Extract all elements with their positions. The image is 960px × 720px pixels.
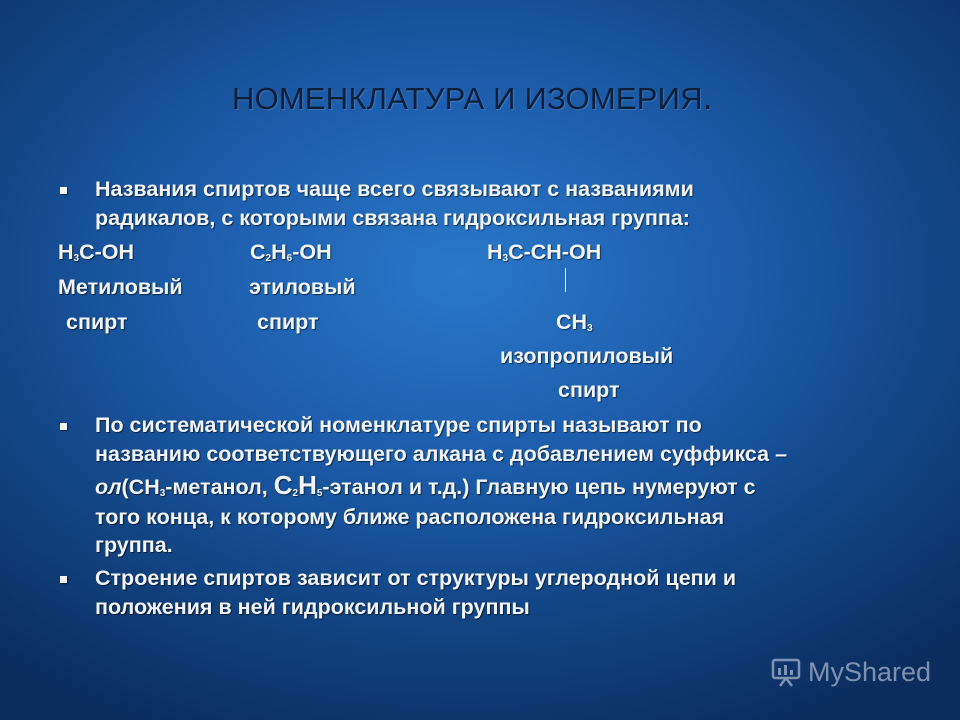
- presentation-icon: [770, 656, 802, 688]
- name-ethyl: этиловый: [249, 275, 356, 299]
- name-spirt-3: спирт: [558, 378, 620, 402]
- bullet2-line5: группа.: [95, 533, 173, 557]
- bullet-marker: [60, 187, 67, 194]
- bullet2-line3: $ол(CH_3$-метанол, $C_2H_5$-этанол и т.д.) Главную цепь нумеруют с: [95, 470, 756, 500]
- bullet3-line2: положения в ней гидроксильной группы: [95, 595, 530, 619]
- bullet2-line2: названию соответствующего алкана с добавлением суффикса –: [95, 442, 788, 466]
- watermark-text: MyShared: [808, 656, 932, 687]
- bullet-marker: [60, 423, 67, 430]
- bond-line: [565, 268, 566, 292]
- watermark: [770, 656, 931, 688]
- name-methyl: Метиловый: [58, 275, 183, 299]
- bullet-marker: [60, 576, 67, 583]
- formula-ethanol: $C_2H_6-OH$: [250, 240, 332, 264]
- formula-methanol: $H_3C-OH$: [58, 240, 135, 264]
- name-isopropyl: изопропиловый: [500, 344, 674, 368]
- bullet2-line4: того конца, к которому ближе расположена гидроксильная: [95, 505, 725, 529]
- bullet1-line1: Названия спиртов чаще всего связывают с названиями: [95, 177, 694, 201]
- name-spirt-2: спирт: [257, 310, 319, 334]
- formula-isopropanol: $H_3C-CH-OH$: [487, 240, 602, 264]
- name-spirt-1: спирт: [66, 310, 128, 334]
- formula-ch3: $CH_3$: [556, 310, 593, 334]
- slide-title: НОМЕНКЛАТУРА И ИЗОМЕРИЯ.: [232, 76, 713, 117]
- bullet1-line2: радикалов, с которыми связана гидроксильная группа:: [95, 206, 690, 230]
- bullet3-line1: Строение спиртов зависит от структуры углеродной цепи и: [95, 566, 737, 590]
- bullet2-line1: По систематической номенклатуре спирты называют по: [95, 413, 702, 437]
